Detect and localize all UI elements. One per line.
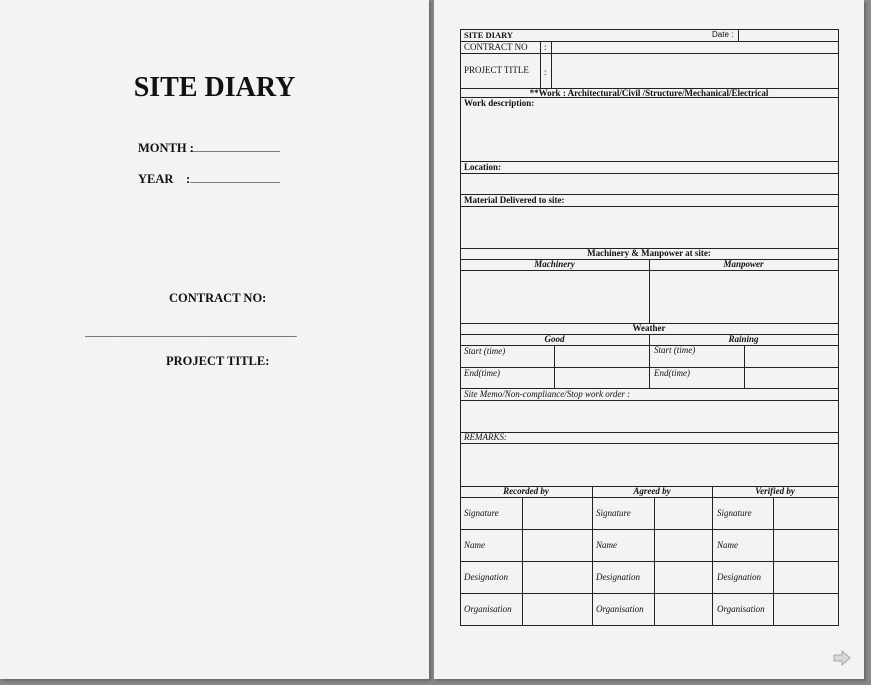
designation-label: Designation (464, 572, 508, 582)
grid-line (460, 173, 839, 174)
work-types: **Work : Architectural/Civil /Structure/Mechanical/Electrical (529, 88, 769, 98)
grid-line (460, 443, 839, 444)
grid-line (460, 432, 839, 433)
name-label: Name (717, 540, 738, 550)
date-label: Date : (712, 30, 734, 39)
project-title-label: PROJECT TITLE (464, 65, 529, 75)
grid-line (838, 29, 839, 625)
site-memo-label: Site Memo/Non-compliance/Stop work order : (464, 389, 631, 399)
project-colon: : (544, 67, 547, 77)
signature-label: Signature (717, 508, 752, 518)
organisation-label: Organisation (717, 604, 765, 614)
location-label: Location: (464, 162, 501, 172)
grid-line (460, 29, 839, 30)
signature-label: Signature (596, 508, 631, 518)
project-title-label: PROJECT TITLE: (166, 354, 270, 368)
grid-line (551, 41, 552, 88)
good-end-label: End(time) (464, 368, 500, 378)
grid-line (773, 497, 774, 625)
raining-start-label: Start (time) (654, 345, 696, 355)
weather-raining: Raining (728, 334, 759, 344)
year-label: YEAR (138, 172, 174, 186)
agreed-by-header: Agreed by (633, 486, 671, 496)
raining-end-label: End(time) (654, 368, 690, 378)
organisation-label: Organisation (464, 604, 512, 614)
year-colon: : (186, 172, 191, 186)
month-field[interactable]: __________________ (190, 142, 280, 153)
contract-label: CONTRACT NO: (169, 291, 267, 305)
cover-page (0, 0, 429, 679)
arrow-right-icon[interactable] (833, 649, 851, 667)
verified-by-header: Verified by (755, 486, 795, 496)
material-label: Material Delivered to site: (464, 195, 565, 205)
manpower-header: Manpower (723, 259, 764, 269)
designation-label: Designation (717, 572, 761, 582)
grid-line (554, 345, 555, 388)
weather-good: Good (544, 334, 565, 344)
grid-line (460, 53, 839, 54)
designation-label: Designation (596, 572, 640, 582)
year-field[interactable]: __________________ (190, 173, 280, 184)
contract-field[interactable]: ________________________________________________ (85, 327, 297, 338)
work-description-label: Work description: (464, 98, 535, 108)
contract-no-label: CONTRACT NO (464, 42, 528, 52)
grid-line (460, 400, 839, 401)
grid-line (460, 593, 839, 594)
organisation-label: Organisation (596, 604, 644, 614)
grid-line (592, 486, 593, 625)
grid-line (522, 497, 523, 625)
signature-label: Signature (464, 508, 499, 518)
recorded-by-header: Recorded by (503, 486, 549, 496)
grid-line (744, 345, 745, 388)
cover-title: SITE DIARY (133, 72, 296, 103)
grid-line (738, 29, 739, 41)
grid-line (460, 625, 839, 626)
grid-line (460, 161, 839, 162)
grid-line (460, 497, 839, 498)
grid-line (460, 561, 839, 562)
name-label: Name (464, 540, 485, 550)
grid-line (712, 486, 713, 625)
name-label: Name (596, 540, 617, 550)
grid-line (460, 529, 839, 530)
month-label: MONTH : (138, 141, 194, 155)
grid-line (540, 41, 541, 88)
grid-line (654, 497, 655, 625)
machinery-manpower-label: Machinery & Manpower at site: (587, 248, 711, 258)
good-start-label: Start (time) (464, 346, 506, 356)
form-title: SITE DIARY (464, 30, 514, 40)
weather-label: Weather (632, 323, 666, 333)
machinery-header: Machinery (534, 259, 575, 269)
contract-colon: : (544, 42, 547, 52)
grid-line (460, 206, 839, 207)
remarks-label: REMARKS: (464, 432, 507, 442)
